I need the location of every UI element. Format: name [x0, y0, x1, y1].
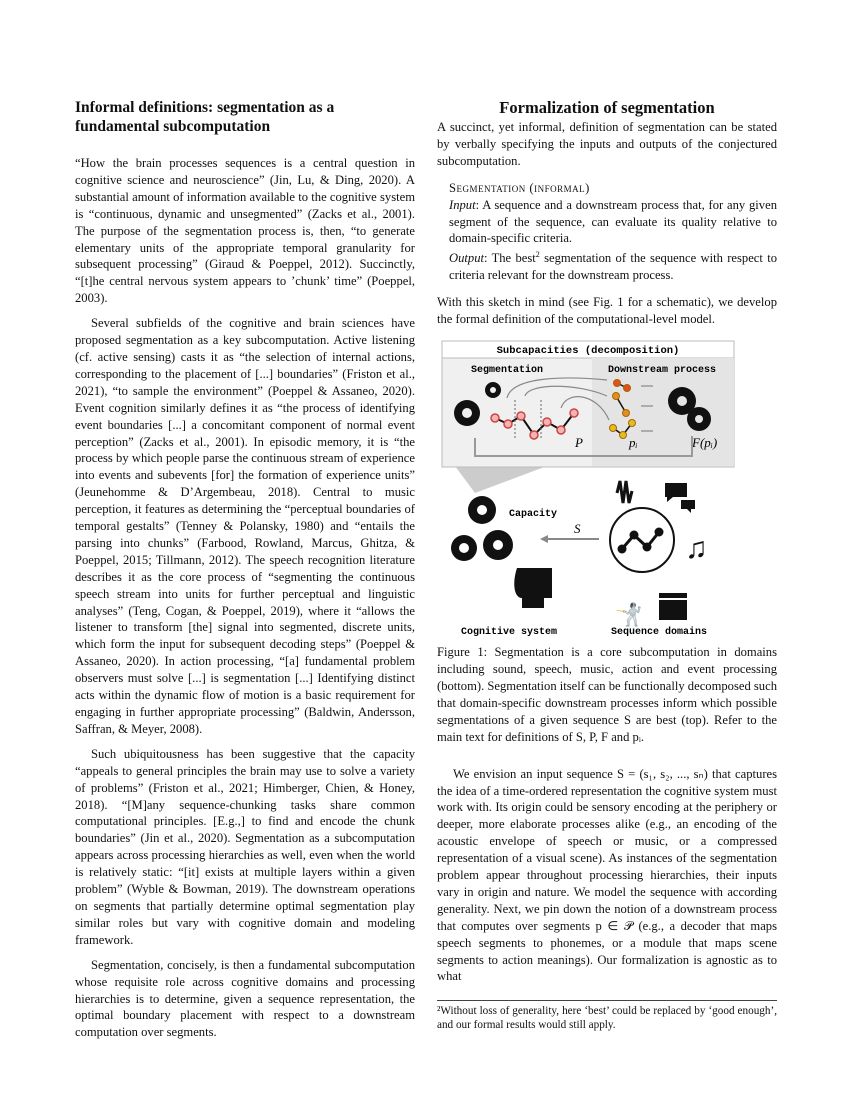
capacity-label: Capacity [509, 509, 558, 521]
input-label: Input [449, 197, 476, 212]
output-label: Output [449, 251, 484, 266]
informal-definition [449, 180, 777, 285]
paragraph: Segmentation, concisely, is then a fundamental subcomputation whose requisite role across cognitive domains and processing hierarchies is to determine, given a sequence representation, the optimal boundary placement with respect to a downstream computation over segments. [75, 957, 415, 1040]
paragraph: A succinct, yet informal, definition of segmentation can be stated by verbally specifying the inputs and outputs of the conjectured subcomputation. [437, 120, 777, 168]
gear-icon [454, 400, 480, 426]
music-icon: ♫ [685, 532, 708, 566]
fencer-icon: 🤺 [615, 602, 643, 628]
input-text: : A sequence and a downstream process that, for any given segment of the sequence, can evaluate its quality relative to domain-specific criteria. [449, 197, 777, 246]
figure-1 [437, 338, 777, 638]
paragraph: “How the brain processes sequences is a central question in cognitive science and neuroscience” (Jin, Lu, & Ding, 2020). A substantial amount of information available to the cognitive system is “continuous, dynamic and unsegmented” (Zacks et al., 2001). The purpose of the segmentation process is, then, “to generate elementary units of the appropriate temporal granularity for subsequent processing” (Giraud & Poeppel, 2012). Succinctly, “[t]he central nervous system appears to ’chunk’ time” (Poeppel, 2003). [75, 156, 415, 306]
segmentation-label: Segmentation [470, 365, 544, 377]
footnote-mark: 2 [535, 250, 540, 260]
P-label: P [575, 435, 583, 451]
box-title: Subcapacities (decomposition) [496, 345, 680, 358]
cognitive-system-label: Cognitive system [460, 627, 558, 639]
paragraph: Such ubiquitousness has been suggestive that the capacity “appeals to general principles the brain may use to solve a variety of problems” (Friston et al., 2021; Himberger, Chien, & Honey, 2018). “[M]any sequence-chunking tasks share common computational principles. [E.g.,] to find and encode the chunk boundaries” (Jin et al., 2020). Segmentation as a subcomputation appears across processing hierarchies as well, even when the world is relatively static: “[it] exists at multiple layers within a given problem” (Wyble & Bowman, 2019). The downstream operations on segments that partially determine optimal segmentation play similar roles but vary with cognitive domain and modeling framework. [75, 746, 415, 947]
F-label: F(pᵢ) [692, 435, 718, 451]
output-text: : The best [483, 251, 536, 266]
head-icon [514, 568, 552, 608]
section-heading-formalization: Formalization of segmentation [499, 98, 715, 117]
gear-icon [451, 496, 513, 561]
output-text: segmentation of the sequence with respect to criteria relevant for the downstream process. [449, 251, 778, 283]
definition-title: Segmentation (informal) [449, 180, 590, 195]
figure-caption: Figure 1: Segmentation is a core subcomputation in domains including sound, speech, music, action and event processing (bottom). Segmentation itself can be functionally decomposed such that domain-specific downstream processes inform which possible segmentations of a given sequence S are best (top). Refer to the main text for definitions of S, P, F and pᵢ. [437, 645, 777, 744]
speech-bubble-icon [665, 483, 695, 513]
paragraph: Several subfields of the cognitive and brain sciences have proposed segmentation as a key subcomputation. Active listening (cf. active sensing) casts it as “the selection of internal actions, corresponding to the placement of [...] boundaries” (Friston et al., 2021), “to sample the environment” (Poeppel & Assaneo, 2020). Event cognition similarly defines it as “the process of identifying event boundaries [...] a concomitant component of normal event perception” (Zacks et al., 2001). In episodic memory, it is “the process by which people parse the continuous stream of experience into events and subevents [for] the formation of experience units” (Jeunehomme & D’Argembeau, 2018). Central to music perception, it features as determining the “perceptual boundaries of temporal gestalts” (Tenney & Polansky, 1980) and “entails the parsing into chunks” (Farbood, Rowland, Marcus, Ghitza, & Poeppel, 2015; Tillmann, 2012). The speech recognition literature describes it as the core process of “segmenting the continuous speech stream into units for further perceptual and linguistic analyses” (Teng, Cogan, & Poeppel, 2019), where it “allows the listener to transform [the] signal into segmented, discrete units, which form the input for subsequent decoding steps” (Poeppel & Assaneo, 2020). In action processing, “[a] fundamental problem observers must solve [...] is segmentation [...] Identifying distinct acts within the dynamic flow of motion is a basic requirement for engaging in further appropriate processing” (Baldwin, Andersson, Saffran, & Meyer, 2008). [75, 316, 415, 736]
footnote: ²Without loss of generality, here ‘best’ could be replaced by ‘good enough’, and our formal results would still apply. [437, 1000, 777, 1032]
left-column [75, 98, 415, 1041]
clapperboard-icon [659, 600, 687, 620]
callout-wedge [455, 466, 547, 493]
sequence-domains-label: Sequence domains [610, 627, 708, 639]
gear-icon [485, 382, 501, 398]
downstream-label: Downstream process [607, 365, 717, 377]
paragraph: We envision an input sequence S = (s₁, s₂, ..., sₙ) that captures the idea of a time-ordered representation the cognitive system must work with. Its origin could be sensory encoding at the periphery or deeper, more elaborate processes alike (e.g., an encoding of the acoustic envelope of speech or music, or a compressed representation of a visual scene). As instances of the segmentation problem appear throughout processing hierarchies, their inputs vary in origin and nature. We model the sequence with according generality. Next, we pin down the notion of a downstream process that computes over segments p ∈ 𝒫 (e.g., a decoder that maps speech segments to phonemes, or a module that maps scene segments to action meanings). Our formalization is agnostic as to what [437, 766, 777, 984]
right-column [437, 98, 777, 985]
section-heading-informal: Informal definitions: segmentation as a fundamental subcomputation [75, 99, 335, 135]
paragraph: With this sketch in mind (see Fig. 1 for a schematic), we develop the formal definition of the computational-level model. [437, 295, 777, 327]
sound-wave-icon [617, 481, 632, 503]
figure-diagram [437, 338, 777, 638]
S-label: S [574, 521, 581, 537]
pi-label: pᵢ [629, 435, 638, 451]
sequence-circle [610, 508, 674, 572]
